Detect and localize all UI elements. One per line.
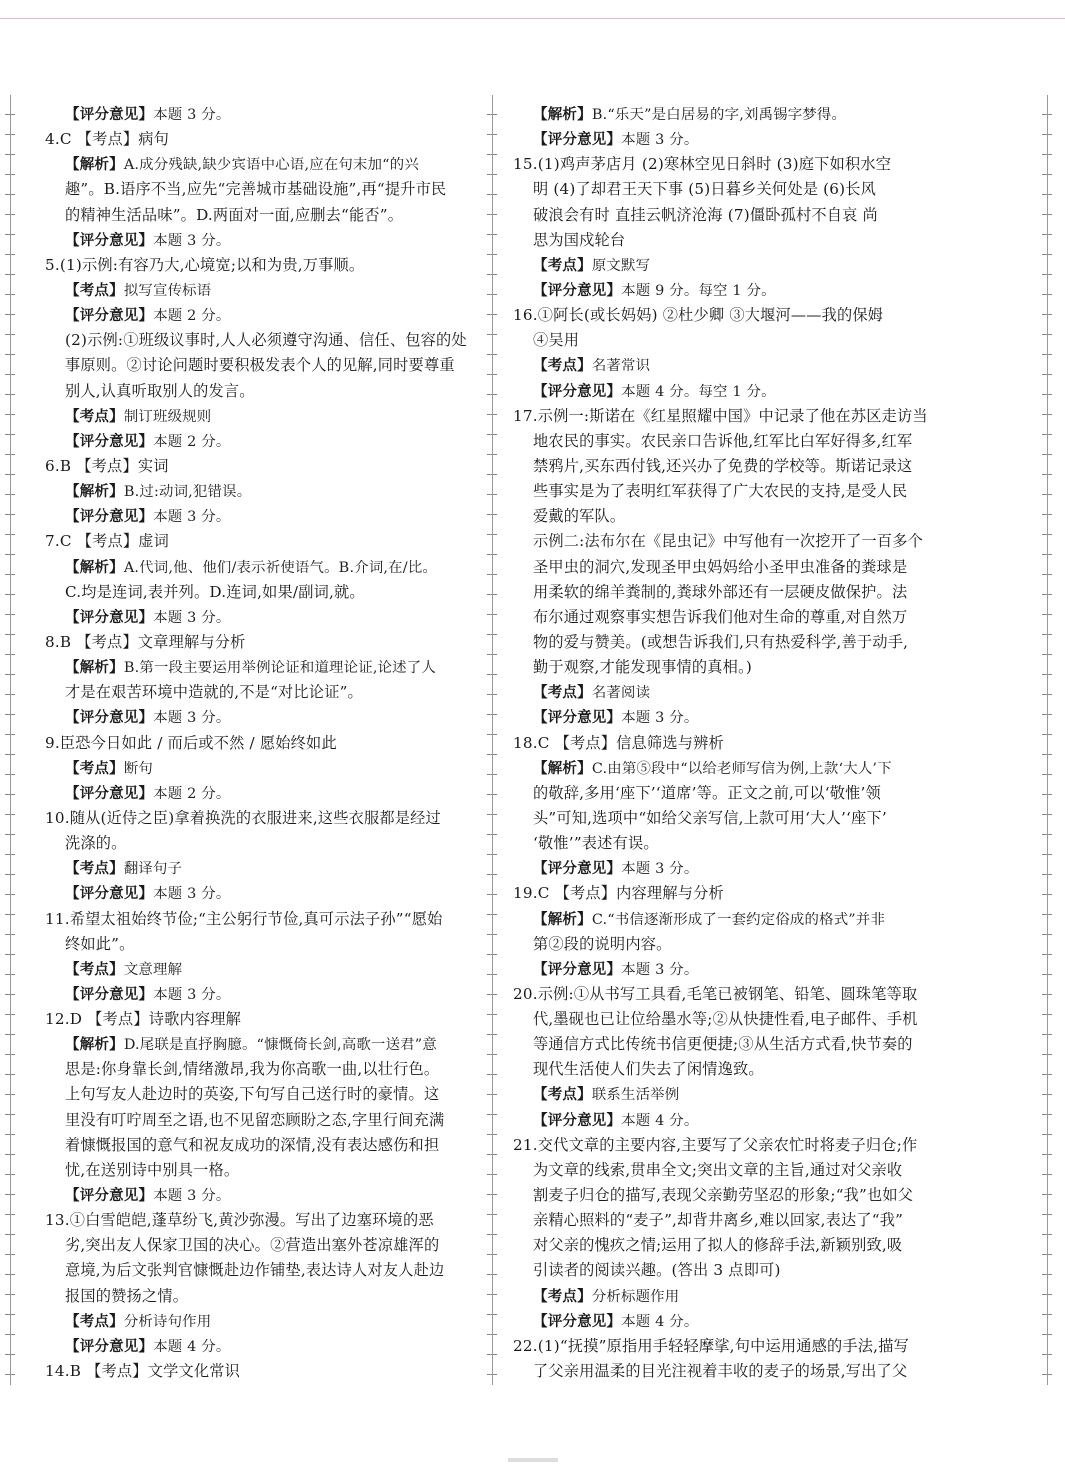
line-text: 禁鸦片,买东西付钱,还兴办了免费的学校等。斯诺记录这 <box>533 456 913 475</box>
answer-line <box>513 152 951 177</box>
line-text: C.均是连词,表并列。D.连词,如果/副词,就。 <box>65 582 365 601</box>
section-tag: 【评分意见】 <box>533 383 622 400</box>
line-text: 8.B 【考点】文章理解与分析 <box>45 632 246 651</box>
line-text: (2)示例:①班级议事时,人人必须遵守沟通、信任、包容的处 <box>65 331 467 350</box>
section-tag: 【考点】 <box>65 282 124 299</box>
line-text: 本题 4 分。 <box>621 1112 699 1129</box>
line-text: A.成分残缺,缺少宾语中心语,应在句末加“的兴 <box>123 157 419 174</box>
answer-line <box>513 1183 951 1208</box>
answer-line <box>513 856 951 881</box>
line-text: 本题 3 分。 <box>621 961 699 978</box>
section-tag: 【解析】 <box>65 559 124 576</box>
answer-line <box>513 957 951 982</box>
left-answer-column <box>45 102 475 1384</box>
answer-line <box>513 680 951 705</box>
line-text: 21.交代文章的主要内容,主要写了父亲农忙时将麦子归仓;作 <box>513 1135 918 1154</box>
line-text: 名著阅读 <box>591 685 651 702</box>
answer-line <box>45 907 475 932</box>
answer-line <box>45 1108 475 1133</box>
answer-line <box>45 177 475 202</box>
line-text: 的敬辞,多用‘座下’‘道席’等。正文之前,可以‘敬惟’领 <box>533 783 881 802</box>
line-text: 的精神生活品味”。D.两面对一面,应删去“能否”。 <box>65 205 404 224</box>
answer-line <box>513 203 951 228</box>
line-text: 本题 3 分。 <box>153 1188 231 1205</box>
answer-line <box>513 253 951 278</box>
line-text: 6.B 【考点】实词 <box>45 456 169 475</box>
section-tag: 【考点】 <box>65 861 124 878</box>
line-text: 等通信方式比传统书信更便捷;③从生活方式看,快节奏的 <box>533 1035 913 1054</box>
line-text: 头”可知,选项中“如给父亲写信,上款可用‘大人’‘座下’ <box>533 808 887 827</box>
answer-line <box>513 705 951 730</box>
answer-line <box>45 1233 475 1258</box>
answer-line <box>45 1284 475 1309</box>
line-text: 现代生活使人们失去了闲情逸致。 <box>533 1060 764 1079</box>
section-tag: 【解析】 <box>65 1037 124 1054</box>
section-tag: 【考点】 <box>65 408 124 425</box>
answer-line <box>513 102 951 127</box>
line-text: 15.(1)鸡声茅店月 (2)寒林空见日斜时 (3)庭下如积水空 <box>513 155 892 174</box>
answer-line <box>45 1158 475 1183</box>
line-text: B.第一段主要运用举例论证和道理论证,论述了人 <box>123 660 436 677</box>
line-text: 示例二:法布尔在《昆虫记》中写他有一次挖开了一百多个 <box>533 532 924 551</box>
answer-line <box>45 1334 475 1359</box>
line-text: 里没有叮咛周至之语,也不见留恋顾盼之态,字里行间充满 <box>65 1110 445 1129</box>
line-text: 11.希望太祖始终节俭;“主公躬行节俭,真可示法子孙”“愿始 <box>45 909 443 928</box>
answer-line <box>513 529 951 554</box>
section-tag: 【评分意见】 <box>65 433 154 450</box>
line-text: 本题 2 分。 <box>153 785 231 802</box>
right-margin-rule <box>1042 95 1052 1385</box>
answer-line <box>513 756 951 781</box>
answer-line <box>513 1208 951 1233</box>
line-text: 本题 4 分。 <box>153 1338 231 1355</box>
answer-line <box>45 555 475 580</box>
line-text: 趣”。B.语序不当,应先“完善城市基础设施”,再“提升市民 <box>65 180 447 199</box>
line-text: 着慷慨报国的意气和祝友成功的深情,没有表达感伤和担 <box>65 1135 440 1154</box>
answer-line <box>513 1108 951 1133</box>
line-text: 思为国戍轮台 <box>533 230 626 249</box>
section-tag: 【评分意见】 <box>65 509 154 526</box>
answer-line <box>45 731 475 756</box>
line-text: 9.臣恐今日如此 / 而后或不然 / 愿始终如此 <box>45 733 337 752</box>
answer-line <box>513 328 951 353</box>
answer-line <box>45 856 475 881</box>
answer-line <box>45 1208 475 1233</box>
answer-line <box>513 479 951 504</box>
answer-line <box>45 429 475 454</box>
line-text: 原文默写 <box>591 257 651 274</box>
answer-line <box>513 454 951 479</box>
answer-line <box>513 806 951 831</box>
answer-line <box>45 982 475 1007</box>
answer-line <box>45 454 475 479</box>
answer-line <box>513 429 951 454</box>
line-text: 报国的赞扬之情。 <box>65 1286 189 1305</box>
section-tag: 【考点】 <box>533 257 592 274</box>
answer-line <box>45 1183 475 1208</box>
answer-line <box>513 1233 951 1258</box>
answer-line <box>513 177 951 202</box>
line-text: 本题 4 分。 <box>621 1313 699 1330</box>
line-text: 14.B 【考点】文学文化常识 <box>45 1362 241 1381</box>
answer-line <box>513 1158 951 1183</box>
answer-line <box>513 504 951 529</box>
section-tag: 【评分意见】 <box>533 710 622 727</box>
section-tag: 【评分意见】 <box>65 609 154 626</box>
line-text: 制订班级规则 <box>123 408 212 425</box>
answer-line <box>45 831 475 856</box>
answer-line <box>513 630 951 655</box>
line-text: 本题 4 分。每空 1 分。 <box>621 383 776 400</box>
line-text: 16.①阿长(或长妈妈) ②杜少卿 ③大堰河——我的保姆 <box>513 306 884 325</box>
answer-line <box>513 303 951 328</box>
answer-line <box>45 278 475 303</box>
section-tag: 【评分意见】 <box>65 107 154 123</box>
line-text: 本题 3 分。 <box>153 232 231 249</box>
answer-line <box>45 529 475 554</box>
answer-line <box>513 907 951 932</box>
answer-line <box>513 127 951 152</box>
line-text: 事原则。②讨论问题时要积极发表个人的见解,同时要尊重 <box>65 356 455 375</box>
answer-line <box>513 1334 951 1359</box>
answer-line <box>513 1133 951 1158</box>
line-text: 终如此”。 <box>65 934 135 953</box>
line-text: 本题 3 分。 <box>621 710 699 727</box>
answer-line <box>513 932 951 957</box>
line-text: A.代词,他、他们/表示祈使语气。B.介词,在/比。 <box>123 559 438 576</box>
line-text: 20.示例:①从书写工具看,毛笔已被钢笔、铅笔、圆珠笔等取 <box>513 984 918 1003</box>
line-text: 本题 3 分。 <box>153 609 231 626</box>
answer-line <box>45 1133 475 1158</box>
answer-line <box>45 781 475 806</box>
answer-line <box>513 555 951 580</box>
line-text: 明 (4)了却君王天下事 (5)日暮乡关何处是 (6)长风 <box>533 180 877 199</box>
line-text: 些事实是为了表明红军获得了广大农民的支持,是受人民 <box>533 482 908 501</box>
line-text: 布尔通过观察事实想告诉我们他对生命的尊重,对自然万 <box>533 607 908 626</box>
answer-line <box>513 881 951 906</box>
answer-line <box>45 404 475 429</box>
section-tag: 【评分意见】 <box>65 886 154 903</box>
line-text: 圣甲虫的洞穴,发现圣甲虫妈妈给小圣甲虫准备的粪球是 <box>533 557 908 576</box>
answer-line <box>45 1057 475 1082</box>
section-tag: 【考点】 <box>533 685 592 702</box>
section-tag: 【评分意见】 <box>533 282 622 299</box>
answer-line <box>513 278 951 303</box>
line-text: 代,墨砚也已让位给墨水等;②从快捷性看,电子邮件、手机 <box>533 1010 918 1029</box>
line-text: 为文章的线索,贯串全文;突出文章的主旨,通过对父亲收 <box>533 1160 903 1179</box>
line-text: B.“乐天”是白居易的字,刘禹锡字梦得。 <box>591 107 847 123</box>
line-text: 本题 3 分。 <box>621 861 699 878</box>
section-tag: 【评分意见】 <box>533 1112 622 1129</box>
answer-line <box>513 1007 951 1032</box>
answer-line <box>45 353 475 378</box>
answer-line <box>45 1082 475 1107</box>
answer-line <box>45 1007 475 1032</box>
section-tag: 【考点】 <box>533 358 592 375</box>
line-text: 忧,在送别诗中别具一格。 <box>65 1160 240 1179</box>
right-answer-column <box>513 102 951 1384</box>
answer-line <box>45 253 475 278</box>
line-text: 联系生活举例 <box>591 1087 680 1104</box>
line-text: 本题 2 分。 <box>153 433 231 450</box>
answer-line <box>45 303 475 328</box>
line-text: 意境,为后文张判官慷慨赴边作铺垫,表达诗人对友人赴边 <box>65 1261 445 1280</box>
line-text: B.过:动词,犯错误。 <box>123 484 252 501</box>
line-text: 本题 9 分。每空 1 分。 <box>621 282 776 299</box>
answer-line <box>45 1359 475 1384</box>
answer-line <box>45 1032 475 1057</box>
line-text: ④吴用 <box>533 331 580 350</box>
line-text: 分析诗句作用 <box>123 1313 212 1330</box>
section-tag: 【评分意见】 <box>65 232 154 249</box>
section-tag: 【评分意见】 <box>533 132 622 149</box>
section-tag: 【考点】 <box>533 1087 592 1104</box>
section-tag: 【考点】 <box>65 1313 124 1330</box>
line-text: 10.随从(近侍之臣)拿着换洗的衣服进来,这些衣服都是经过 <box>45 808 441 827</box>
answer-line <box>45 957 475 982</box>
answer-line <box>513 605 951 630</box>
section-tag: 【评分意见】 <box>533 961 622 978</box>
answer-line <box>45 680 475 705</box>
line-text: 亲精心照料的“麦子”,却背井离乡,难以回家,表达了“我” <box>533 1211 904 1230</box>
section-tag: 【评分意见】 <box>65 785 154 802</box>
line-text: 4.C 【考点】病句 <box>45 130 170 149</box>
line-text: 对父亲的愧疚之情;运用了拟人的修辞手法,新颖别致,吸 <box>533 1236 903 1255</box>
line-text: 17.示例一:斯诺在《红星照耀中国》中记录了他在苏区走访当 <box>513 406 928 425</box>
top-border-line <box>0 18 1065 19</box>
answer-line <box>513 1032 951 1057</box>
line-text: 分析标题作用 <box>591 1288 680 1305</box>
answer-line <box>513 1057 951 1082</box>
line-text: 洗涤的。 <box>65 834 127 853</box>
line-text: 本题 3 分。 <box>153 886 231 903</box>
line-text: 劣,突出友人保家卫国的决心。②营造出塞外苍凉雄浑的 <box>65 1236 440 1255</box>
center-column-rule <box>487 95 497 1385</box>
section-tag: 【评分意见】 <box>65 986 154 1003</box>
line-text: 7.C 【考点】虚词 <box>45 532 170 551</box>
line-text: D.尾联是直抒胸臆。“慷慨倚长剑,高歌一送君”意 <box>123 1037 437 1054</box>
line-text: 本题 3 分。 <box>153 986 231 1003</box>
line-text: C.“书信逐渐形成了一套约定俗成的格式”并非 <box>591 911 886 928</box>
answer-line <box>513 404 951 429</box>
answer-line <box>513 353 951 378</box>
answer-line <box>45 228 475 253</box>
answer-line <box>45 1309 475 1334</box>
answer-line <box>513 655 951 680</box>
line-text: 本题 3 分。 <box>153 710 231 727</box>
answer-line <box>45 1258 475 1283</box>
line-text: 本题 3 分。 <box>153 509 231 526</box>
answer-line <box>45 152 475 177</box>
line-text: 才是在艰苦环境中造就的,不是“对比论证”。 <box>65 683 363 702</box>
answer-line <box>45 203 475 228</box>
line-text: C.由第⑤段中“以给老师写信为例,上款‘大人’下 <box>591 760 892 777</box>
line-text: 别人,认真听取别人的发言。 <box>65 381 255 400</box>
line-text: 爱戴的军队。 <box>533 507 626 526</box>
answer-line <box>45 504 475 529</box>
line-text: 了父亲用温柔的目光注视着丰收的麦子的场景,写出了父 <box>533 1362 908 1381</box>
answer-line <box>45 806 475 831</box>
answer-line <box>45 127 475 152</box>
left-margin-rule <box>5 95 15 1385</box>
line-text: 文意理解 <box>123 961 183 978</box>
line-text: 名著常识 <box>591 358 651 375</box>
answer-line <box>513 228 951 253</box>
section-tag: 【评分意见】 <box>533 1313 622 1330</box>
answer-line <box>45 756 475 781</box>
section-tag: 【解析】 <box>533 760 592 777</box>
line-text: 物的爱与赞美。(或想告诉我们,只有热爱科学,善于动手, <box>533 632 909 651</box>
answer-line <box>513 731 951 756</box>
answer-line <box>45 479 475 504</box>
section-tag: 【解析】 <box>533 107 592 123</box>
line-text: 5.(1)示例:有容乃大,心境宽;以和为贵,万事顺。 <box>45 255 365 274</box>
section-tag: 【评分意见】 <box>65 308 154 325</box>
line-text: 思是:你身靠长剑,情绪激昂,我为你高歌一曲,以壮行色。 <box>65 1060 440 1079</box>
answer-line <box>45 630 475 655</box>
line-text: 用柔软的绵羊粪制的,粪球外部还有一层硬皮做保护。法 <box>533 582 908 601</box>
line-text: 12.D 【考点】诗歌内容理解 <box>45 1010 242 1029</box>
section-tag: 【评分意见】 <box>65 1338 154 1355</box>
answer-line <box>45 379 475 404</box>
answer-line <box>45 102 475 127</box>
answer-line <box>45 881 475 906</box>
answer-line <box>45 605 475 630</box>
section-tag: 【解析】 <box>65 484 124 501</box>
answer-line <box>45 705 475 730</box>
page-footer-mark <box>508 1458 558 1462</box>
line-text: 22.(1)“抚摸”原指用手轻轻摩挲,句中运用通感的手法,描写 <box>513 1336 909 1355</box>
line-text: 勤于观察,才能发现事情的真相。) <box>533 658 752 677</box>
section-tag: 【解析】 <box>533 911 592 928</box>
line-text: 本题 2 分。 <box>153 308 231 325</box>
section-tag: 【解析】 <box>65 660 124 677</box>
answer-line <box>513 1258 951 1283</box>
answer-line <box>45 580 475 605</box>
answer-line <box>45 328 475 353</box>
section-tag: 【考点】 <box>65 961 124 978</box>
answer-line <box>513 1082 951 1107</box>
line-text: 翻译句子 <box>123 861 183 878</box>
answer-line <box>513 1309 951 1334</box>
section-tag: 【评分意见】 <box>533 861 622 878</box>
section-tag: 【评分意见】 <box>65 1188 154 1205</box>
line-text: 断句 <box>123 760 153 777</box>
section-tag: 【考点】 <box>533 1288 592 1305</box>
line-text: ‘敬惟’”表述有误。 <box>533 834 659 853</box>
line-text: 18.C 【考点】信息筛选与辨析 <box>513 733 724 752</box>
section-tag: 【解析】 <box>65 157 124 174</box>
answer-line <box>513 1284 951 1309</box>
line-text: 破浪会有时 直挂云帆济沧海 (7)僵卧孤村不自哀 尚 <box>533 205 878 224</box>
line-text: 本题 3 分。 <box>153 107 231 123</box>
line-text: 地农民的事实。农民亲口告诉他,红军比白军好得多,红军 <box>533 431 913 450</box>
answer-line <box>513 1359 951 1384</box>
line-text: 上句写友人赴边时的英姿,下句写自己送行时的豪情。这 <box>65 1085 440 1104</box>
answer-line <box>513 781 951 806</box>
line-text: 割麦子归仓的描写,表现父亲勤劳坚忍的形象;“我”也如父 <box>533 1186 914 1205</box>
answer-line <box>45 932 475 957</box>
section-tag: 【评分意见】 <box>65 710 154 727</box>
line-text: 19.C 【考点】内容理解与分析 <box>513 884 724 903</box>
line-text: 13.①白雪皑皑,蓬草纷飞,黄沙弥漫。写出了边塞环境的恶 <box>45 1211 434 1230</box>
line-text: 本题 3 分。 <box>621 132 699 149</box>
answer-line <box>513 379 951 404</box>
answer-line <box>513 831 951 856</box>
line-text: 第②段的说明内容。 <box>533 934 672 953</box>
line-text: 拟写宣传标语 <box>123 282 212 299</box>
line-text: 引读者的阅读兴趣。(答出 3 点即可) <box>533 1261 781 1280</box>
answer-line <box>513 982 951 1007</box>
answer-line <box>45 655 475 680</box>
section-tag: 【考点】 <box>65 760 124 777</box>
answer-line <box>513 580 951 605</box>
